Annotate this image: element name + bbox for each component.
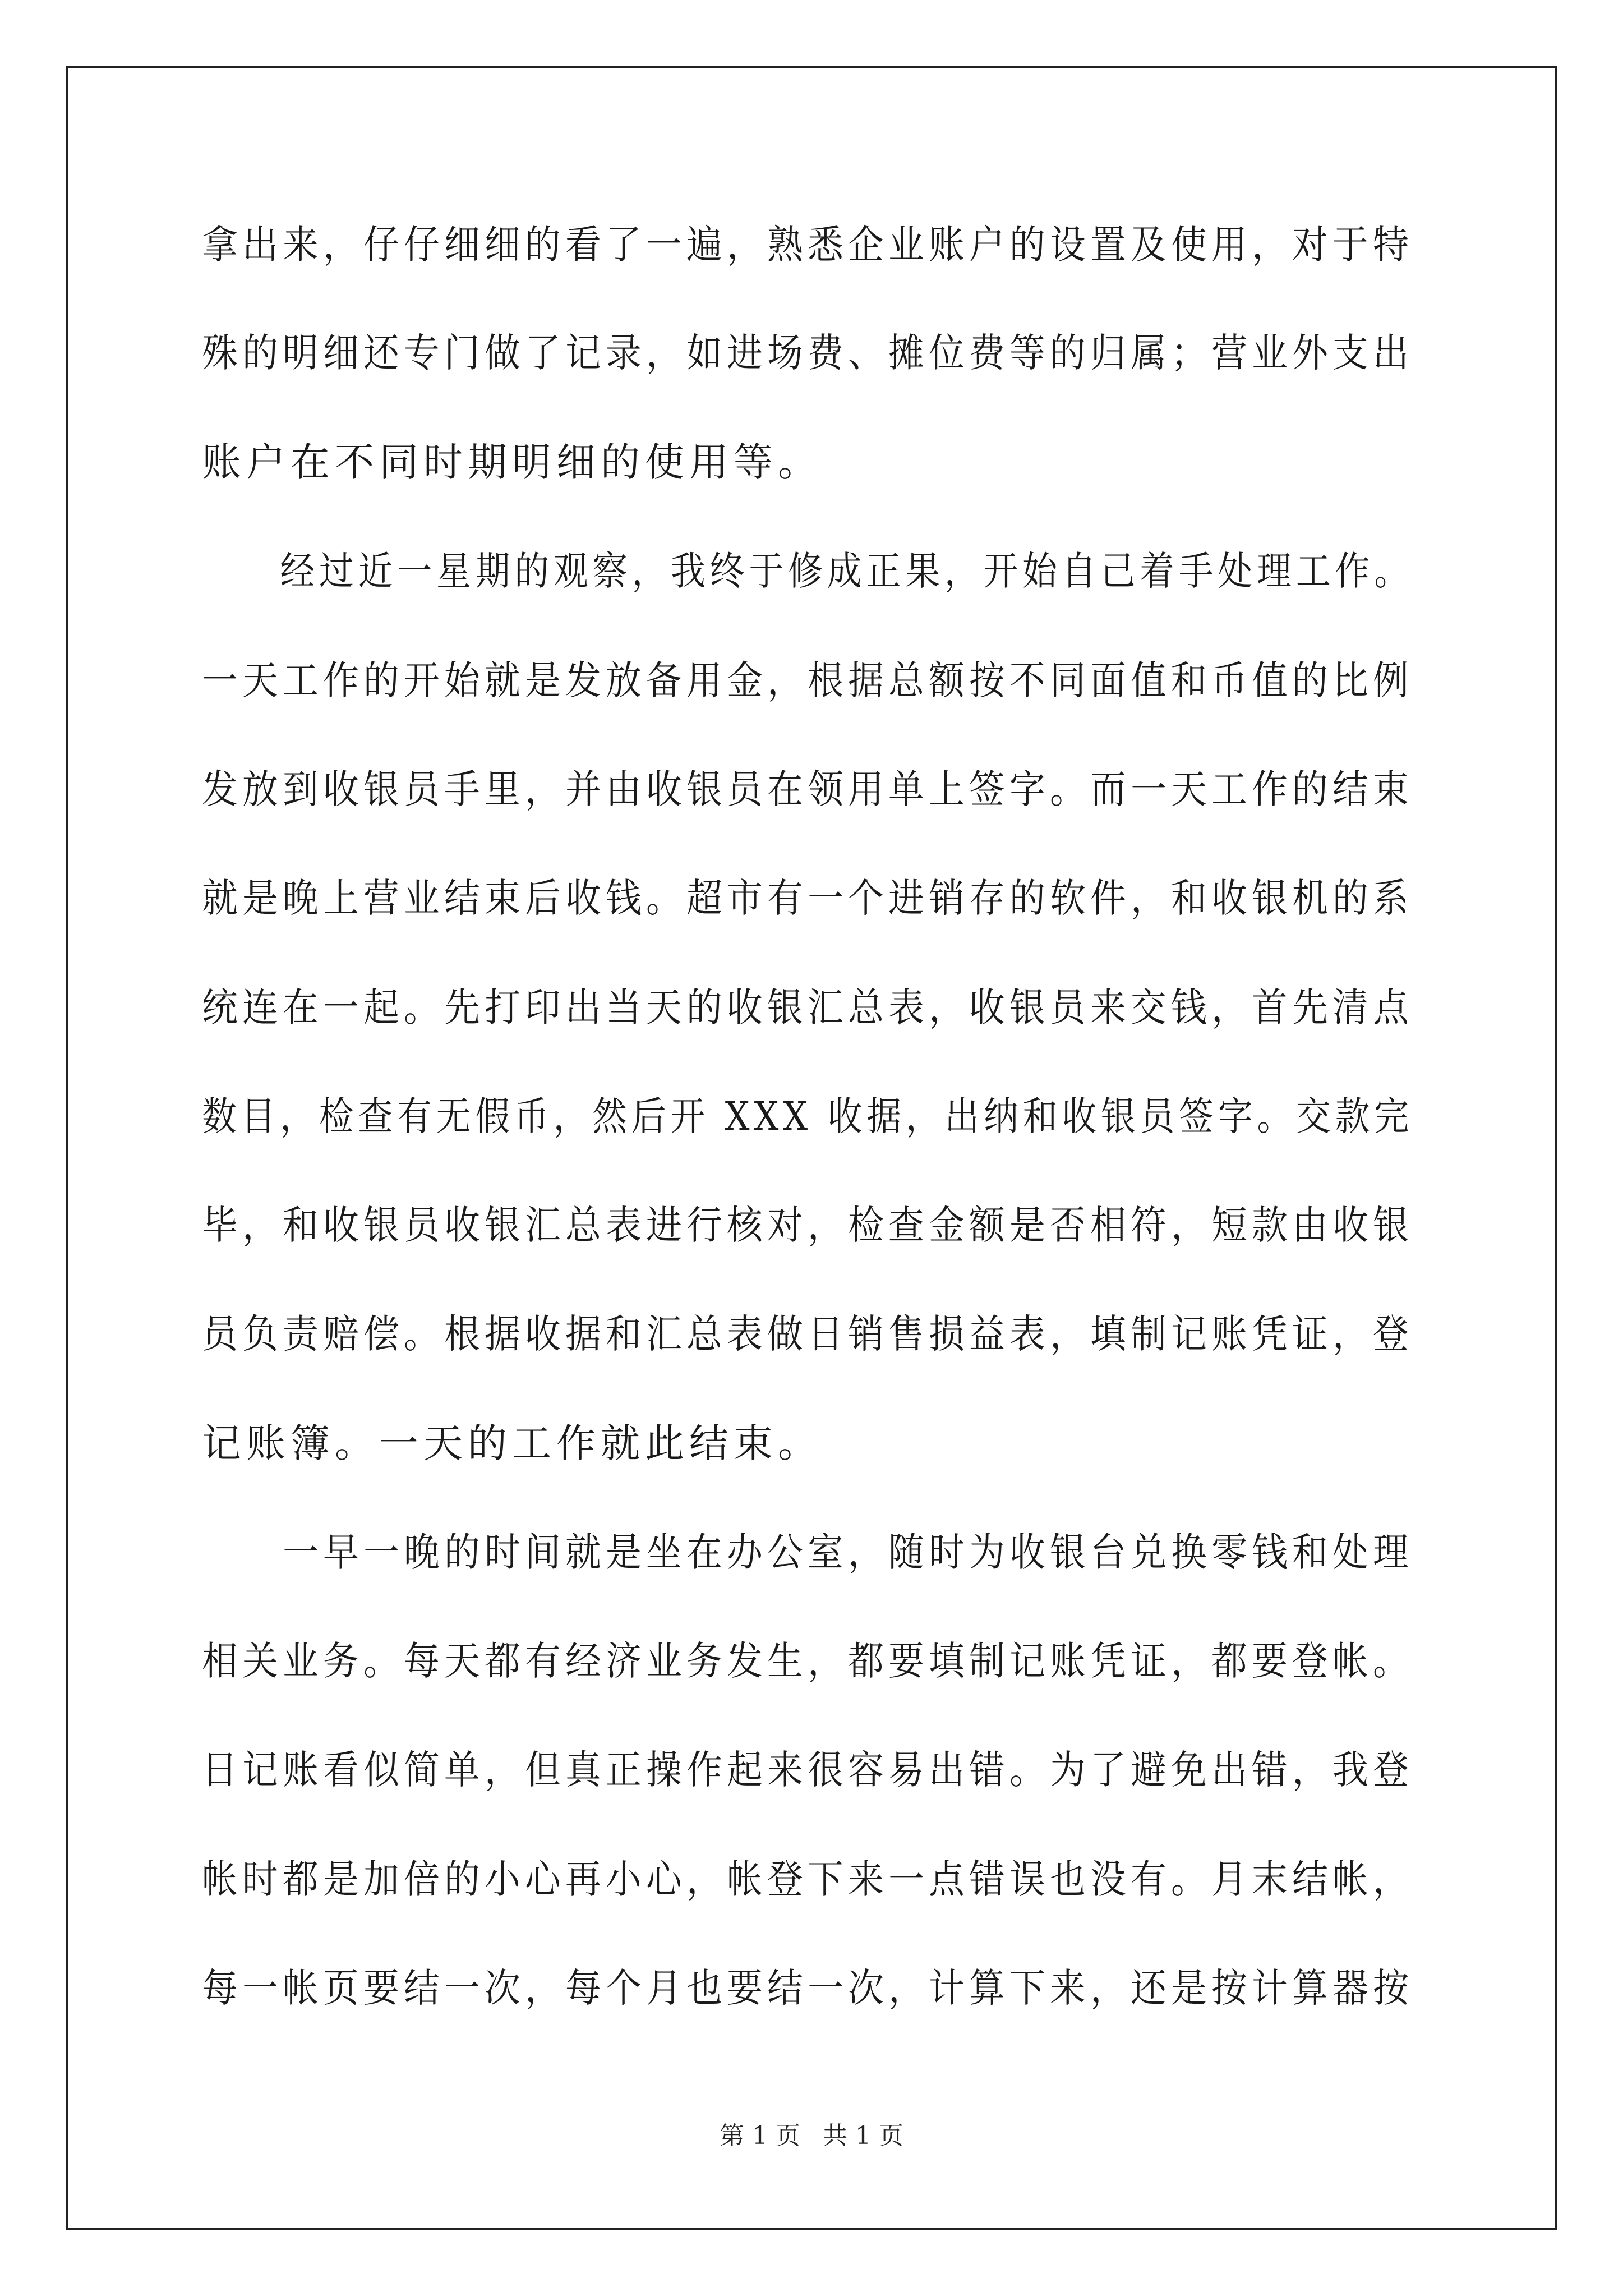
text-line: 帐时都是加倍的小心再小心，帐登下来一点错误也没有。月末结帐， [202, 1856, 1413, 1902]
text-line: 统连在一起。先打印出当天的收银汇总表，收银员来交钱，首先清点 [202, 984, 1413, 1030]
page-number: 第 1 页 [720, 2122, 800, 2150]
page-footer [0, 2119, 1623, 2153]
text-line: 毕，和收银员收银汇总表进行核对，检查金额是否相符，短款由收银 [202, 1202, 1413, 1248]
page-total: 共 1 页 [823, 2122, 903, 2150]
text-line: 拿出来，仔仔细细的看了一遍，熟悉企业账户的设置及使用，对于特 [202, 222, 1413, 268]
text-line: 相关业务。每天都有经济业务发生，都要填制记账凭证，都要登帐。 [202, 1638, 1413, 1684]
text-line: 就是晚上营业结束后收钱。超市有一个进销存的软件，和收银机的系 [202, 875, 1413, 921]
text-line: 数目，检查有无假币，然后开 XXX 收据，出纳和收银员签字。交款完 [202, 1093, 1414, 1139]
text-line: 每一帐页要结一次，每个月也要结一次，计算下来，还是按计算器按 [202, 1965, 1413, 2011]
text-line: 经过近一星期的观察，我终于修成正果，开始自己着手处理工作。 [202, 548, 1413, 594]
text-line: 账户在不同时期明细的使用等。 [202, 439, 822, 485]
text-line: 日记账看似简单，但真正操作起来很容易出错。为了避免出错，我登 [202, 1747, 1413, 1793]
text-line: 发放到收银员手里，并由收银员在领用单上签字。而一天工作的结束 [202, 766, 1413, 812]
text-line: 一天工作的开始就是发放备用金，根据总额按不同面值和币值的比例 [202, 657, 1413, 703]
text-line: 员负责赔偿。根据收据和汇总表做日销售损益表，填制记账凭证，登 [202, 1311, 1413, 1357]
text-line: 一早一晚的时间就是坐在办公室，随时为收银台兑换零钱和处理 [202, 1529, 1413, 1575]
text-line: 殊的明细还专门做了记录，如进场费、摊位费等的归属；营业外支出 [202, 330, 1413, 376]
text-line: 记账簿。一天的工作就此结束。 [202, 1420, 822, 1466]
